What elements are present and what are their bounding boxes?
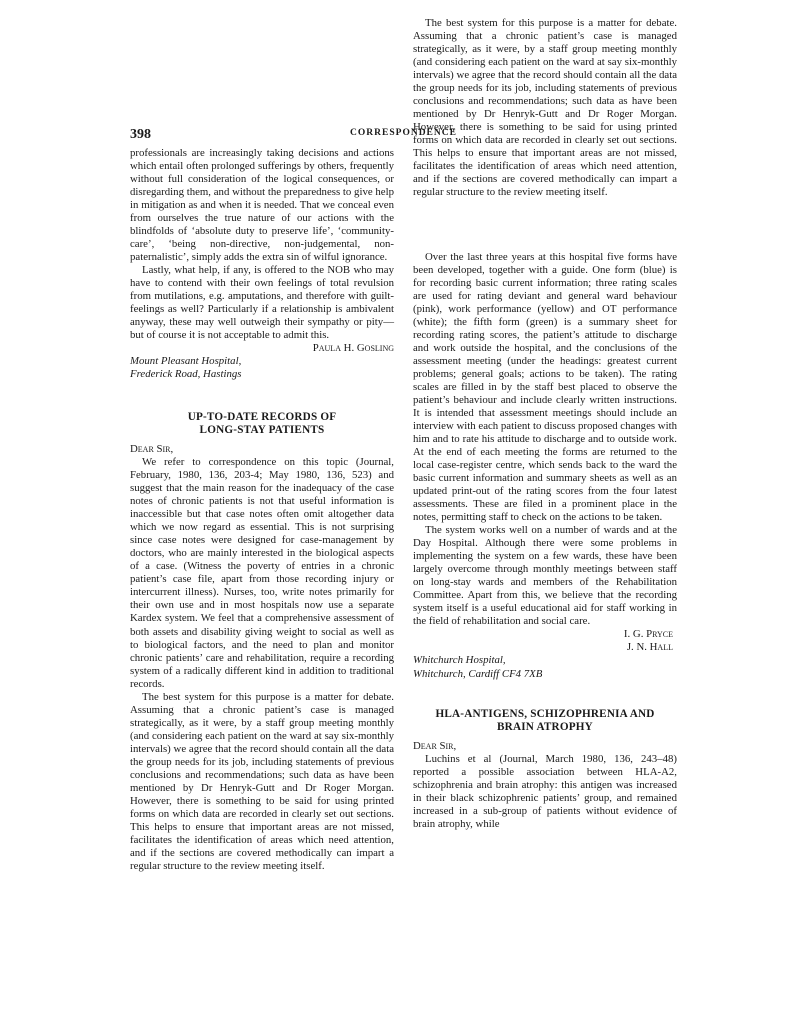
letter2-address-line: Whitchurch Hospital,	[413, 654, 506, 667]
letter2-signature: I. G. Pryce	[623, 628, 673, 641]
letter2-paragraph: We refer to correspondence on this topic (Journal, February, 1980, 136, 203-4; May 1980, 136, 523) and suggest that the main reason for the inadequacy of the case notes of chronic patients is not that useful information is inaccessible but that case notes often omit altogether data which we now regard as essential. This is not surprising since case notes were designed for case-management by doctors, who are mainly interested in the biological aspects of a case. (Witness the poverty of entries in a chronic patient’s case file, apart from those recording injury or intercurrent illness). Nurses, too, write notes primarily for their own use and in most hospitals now use a separate Kardex system. We feel that a comprehensive assessment of both assets and disability giving weight to social as well as to biological factors, and the need to plan and monitor chronic patients’ care and rehabilitation, require a recording system of a radically different kind in addition to traditional records.	[130, 456, 394, 690]
letter1-paragraph: Lastly, what help, if any, is offered to the NOB who may have to contend with their own feelings of total revulsion from mutilations, e.g. amputations, and therefore with guilt-feelings as well? Particularly if a relationship is ambivalent anyway, these may well outweigh their sympathy or pity—but of course it is not acceptable to admit this.	[130, 264, 394, 342]
letter2-title-line: UP-TO-DATE RECORDS OF	[187, 411, 337, 424]
letter1-signature: Paula H. Gosling	[312, 342, 394, 355]
letter1-address-line: Frederick Road, Hastings	[130, 368, 242, 381]
section-gap	[130, 381, 394, 411]
letter2-address-line: Whitchurch, Cardiff CF4 7XB	[413, 667, 543, 680]
letter2-paragraph: The best system for this purpose is a matter for debate. Assuming that a chronic patient’s case is managed strategically, as it were, by a staff group meeting monthly (and considering each patient on the ward at say six-monthly intervals) we agree that the record should contain all the data the group needs for its job, including statements of previous conclusions and recommendations; such data as have been mentioned by Dr Henryk-Gutt and Dr Roger Morgan. However, there is something to be said for using printed forms on which data are recorded in clearly set out sections. This helps to ensure that important areas are not missed, facilitates the identification of areas which need attention, and if the sections are covered methodically can impart a regular structure to the review meeting itself.	[130, 690, 394, 872]
letter3-title-line: BRAIN ATROPHY	[497, 720, 593, 733]
letter2-salutation: Dear Sir,	[130, 443, 174, 456]
letter1-address-line: Mount Pleasant Hospital,	[130, 355, 242, 368]
letter2-signature: J. N. Hall	[626, 641, 673, 654]
letter2-paragraph: Over the last three years at this hospital five forms have been developed, together with a guide. One form (blue) is for recording basic current information; three rating scales are used for rating deviant and general ward behaviour (pink), work performance (yellow) and OT performance (white); the fifth form (green) is a summary sheet for recording rating scores, the patient’s attitude to discharge and work outside the hospital, and the conclusions of the assessment meeting (under the headings: greatest current problems; general goals; actions to be taken). The rating scales are filled in by the staff best placed to observe the patient’s behaviour and include clearly written instructions. It is intended that assessment meetings should include an interview with each patient to discuss proposed changes with him and to rate his attitude to discharge and to outside work. At the end of each meeting the forms are returned to the local case-register centre, which sends back to the ward the basic current information and summary sheets as well as an updated print-out of the rating scores from the four latest assessments. These are filed in a prominent place in the notes, permitting staff to check on the actions to be taken.	[413, 251, 677, 524]
letter1-continued-text: professionals are increasingly taking decisions and actions which entail often prolonged sufferings by others, frequently without full consideration of the logical consequences, or disregarding them, and without the preparedness to give help in mitigation as and when it is needed. That we conceal even from ourselves the true nature of our actions with the blindfolds of ‘absolute duty to preserve life’, ‘community-care’, ‘being non-directive, non-judgemental, non-paternalistic’, simply adds the extra sin of wilful ignorance.	[130, 147, 394, 264]
page-number: 398	[130, 127, 151, 142]
letter3-salutation: Dear Sir,	[413, 739, 457, 752]
letter3-title-line: HLA-ANTIGENS, SCHIZOPHRENIA AND	[435, 707, 655, 720]
letter2-paragraph-continued	[413, 17, 677, 251]
letter2-paragraph: The system works well on a number of wards and at the Day Hospital. Although there were some problems in implementing the system on a few wards, these have been largely overcome through monthly meetings between staff on long-stay wards and members of the Rehabilitation Committee. Apart from this, we believe that the recording system itself is a useful educational aid for staff working in the field of rehabilitation and social care.	[413, 524, 677, 628]
letter3-paragraph: Luchins et al (Journal, March 1980, 136, 243–48) reported a possible association between HLA-A2, schizophrenia and brain atrophy: this antigen was increased in their black schizophrenic patients’ group, and remained increased in a sub-group of patients without evidence of brain atrophy, while	[413, 752, 677, 830]
left-column	[130, 147, 394, 872]
right-column	[413, 17, 677, 831]
section-gap	[413, 681, 677, 708]
letter2-title-line: LONG-STAY PATIENTS	[199, 424, 325, 437]
letter2-paragraph-overflow: The best system for this purpose is a matter for debate. Assuming that a chronic patient’s case is managed strategically, as it were, by a staff group meeting monthly (and considering each patient on the ward at say six-monthly intervals) we agree that the record should contain all the data the group needs for its job, including statements of previous conclusions and recommendations; such data as have been mentioned by Dr Henryk-Gutt and Dr Roger Morgan. However, there is something to be said for using printed forms on which data are recorded in clearly set out sections. This helps to ensure that important areas are not missed, facilitates the identification of areas which need attention, and if the sections are covered methodically can impart a regular structure to the review meeting itself.	[413, 17, 677, 199]
running-head: CORRESPONDENCE	[350, 128, 457, 138]
